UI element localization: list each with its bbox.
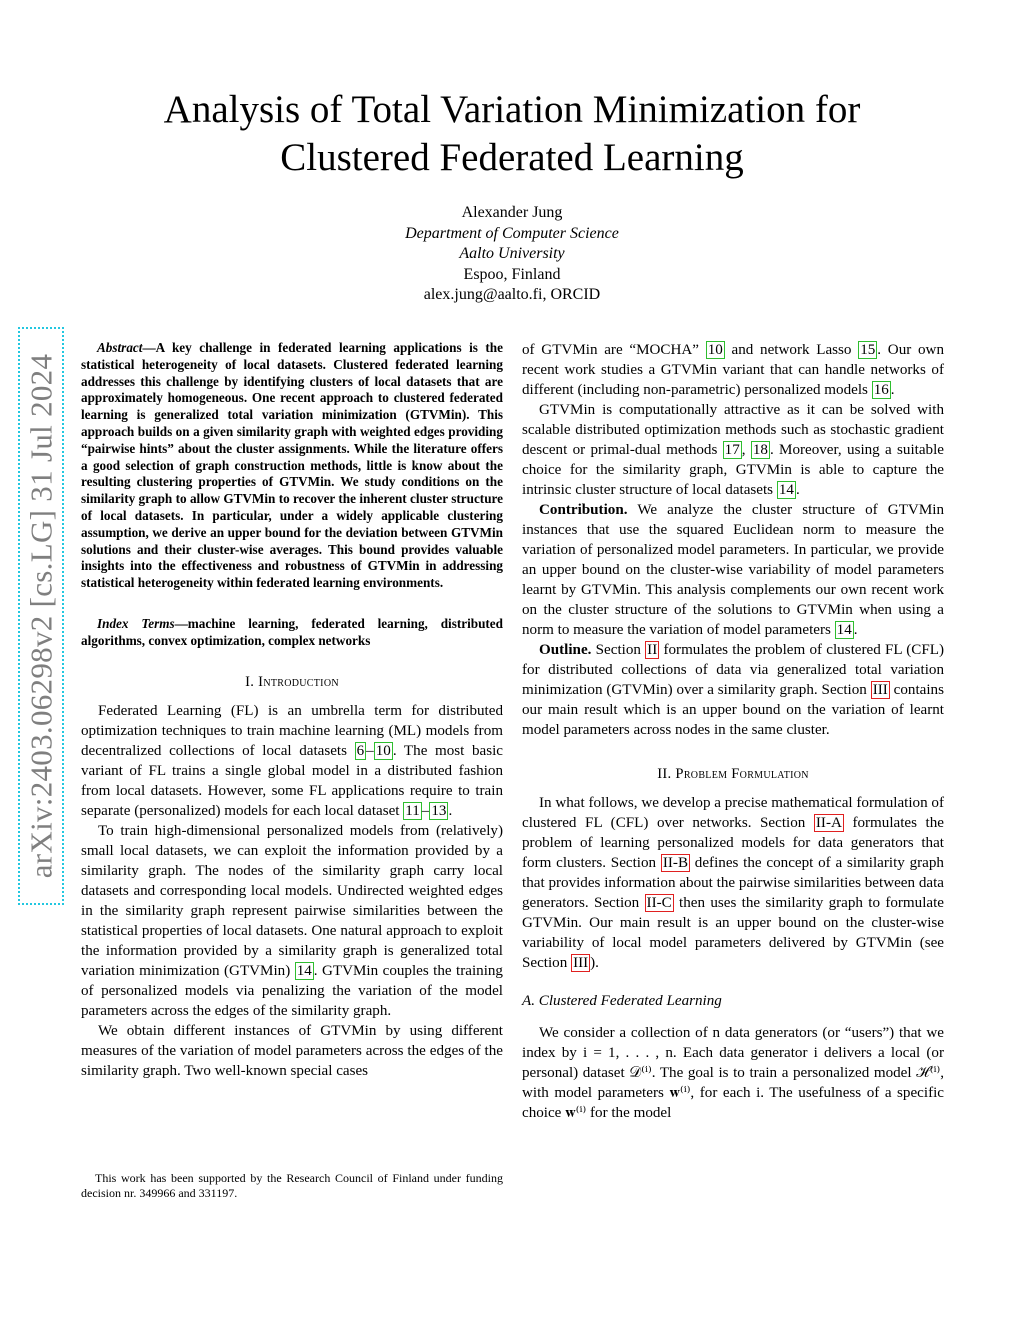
- section-heading-introduction: I. Introduction: [245, 673, 339, 690]
- intro-paragraph-5: GTVMin is computationally attractive as it can be solved with scalable distributed optimization methods such as stochastic gradient descent or primal-dual methods 17 , 18 . Moreover, using a suitable choice for the similarity graph, GTVMin is able to capture the intrinsic cluster structure of local datasets 14 .: [522, 402, 945, 498]
- intro-paragraph-2: To train high-dimensional personalized models from (relatively) small local datasets, we can exploit the information provided by a similarity graph. The nodes of the similarity graph carry local datasets and corresponding local models. Undirected weighted edges in the similarity graph represent pairwise similarities between the statistical properties of local datasets. One natural approach to exploit the information provided by a similarity graph is generalized total variation minimization (GTVMin) 14 . GTVMin couples the training of personalized models via penalizing the variation of the model parameters across the edges of the similarity graph.: [81, 822, 503, 1019]
- author-university: Aalto University: [459, 245, 565, 262]
- paper-title: [100, 86, 924, 182]
- citation-link[interactable]: 17: [724, 442, 740, 458]
- section-ref-link[interactable]: III: [872, 682, 888, 698]
- subsection-heading-clustered-fl: A. Clustered Federated Learning: [522, 993, 722, 1009]
- citation-link[interactable]: 16: [873, 382, 889, 398]
- intro-paragraph-3: We obtain different instances of GTVMin by using different measures of the variation of model parameters across the edges of the similarity graph. Two well-known special cases: [81, 1022, 503, 1079]
- index-terms-label: Index Terms: [97, 615, 175, 631]
- section-ref-link[interactable]: III: [573, 955, 589, 971]
- citation-link[interactable]: 11: [405, 802, 420, 819]
- index-terms-text: —machine learning, federated learning, distributed algorithms, convex optimization, complex networks: [81, 615, 503, 648]
- author-department: Department of Computer Science: [405, 224, 619, 242]
- intro-paragraph-1: Federated Learning (FL) is an umbrella term for distributed optimization techniques to train machine learning (ML) models from decentralized collections of local datasets 6 – 10 . The most basic variant of FL trains a single global model in a distributed fashion from local datasets. However, some FL applications require to train separate (personalized) models for each local dataset 11 – 13 .: [81, 702, 504, 819]
- citation-link[interactable]: 15: [860, 342, 876, 358]
- outline-run-in: Outline.: [539, 642, 592, 658]
- problem-paragraph-2: We consider a collection of n data generators (or “users”) that we index by i = 1, . . . , n. Each data generator i delivers a local (or personal) dataset 𝒟⁽ⁱ⁾. The goal is to train a personalized model ℋ⁽ⁱ⁾, with model parameters 𝐰⁽ⁱ⁾, for each i. The usefulness of a specific choice 𝐰⁽ⁱ⁾ for the model: [522, 1025, 944, 1121]
- citation-link[interactable]: 14: [778, 482, 794, 498]
- title-line-1: Analysis of Total Variation Minimization for: [163, 88, 861, 131]
- citation-link[interactable]: 10: [375, 742, 391, 759]
- section-ref-link[interactable]: II-B: [662, 855, 689, 871]
- citation-link[interactable]: 14: [836, 622, 852, 638]
- arxiv-stamp[interactable]: [18, 327, 64, 905]
- citation-link[interactable]: 13: [431, 802, 447, 819]
- title-line-2: Clustered Federated Learning: [280, 136, 744, 179]
- section-ref-link[interactable]: II-A: [815, 815, 842, 831]
- right-column: [522, 340, 944, 1123]
- arxiv-stamp-text: arXiv:2403.06298v2 [cs.LG] 31 Jul 2024: [23, 353, 59, 879]
- author-contact: alex.jung@aalto.fi, ORCID: [423, 286, 601, 303]
- section-ref-link[interactable]: II: [647, 642, 658, 658]
- section-heading-problem-formulation: II. Problem Formulation: [657, 766, 809, 782]
- problem-paragraph-1: In what follows, we develop a precise mathematical formulation of clustered FL (CFL) over networks. Section II-A formulates the problem of learning personalized models for data generators that form clusters. Section II-B defines the concept of a similarity graph that provides information about the pairwise similarities between data generators. Section II-C then uses the similarity graph to formulate GTVMin. Our main result is an upper bound on the cluster-wise variability of local model parameters delivered by GTVMin (see Section III ).: [522, 795, 944, 971]
- contribution-run-in: Contribution.: [539, 502, 628, 518]
- contribution-paragraph: Contribution. We analyze the cluster structure of GTVMin instances that use the squared Euclidean norm to measure the variation of personalized model parameters. In particular, we provide an upper bound on the cluster-wise variability of model parameters learnt by GTVMin. This analysis complements our own recent work on the cluster structure of the solutions to GTVMin when using a norm to measure the variation of model parameters 14 .: [522, 502, 944, 638]
- citation-link[interactable]: 18: [752, 442, 768, 458]
- index-terms: [81, 616, 503, 650]
- intro-paragraph-4: of GTVMin are “MOCHA” 10 and network Lasso 15 . Our own recent work studies a GTVMin variant that can handle networks of different (including non-parametric) personalized models 16 .: [522, 342, 945, 398]
- author-location: Espoo, Finland: [463, 265, 561, 283]
- abstract-label: Abstract: [97, 340, 143, 355]
- citation-link[interactable]: 10: [707, 342, 723, 358]
- section-ref-link[interactable]: II-C: [646, 895, 672, 911]
- citation-link[interactable]: 6: [356, 742, 365, 759]
- outline-paragraph: Outline. Section II formulates the problem of clustered FL (CFL) for distributed collections of data via generalized total variation minimization (GTVMin) over a similarity graph. Section III contains our main result which is an upper bound on the variation of learnt model parameters across nodes in the same cluster.: [522, 642, 944, 738]
- footnote: This work has been supported by the Research Council of Finland under funding decision nr. 349966 and 331197.: [81, 1171, 503, 1200]
- abstract: [81, 340, 503, 592]
- author-block: [262, 203, 762, 306]
- author-name: Alexander Jung: [461, 204, 563, 221]
- abstract-text: —A key challenge in federated learning applications is the statistical heterogeneity of local datasets. Clustered federated learning addresses this challenge by identifying clusters of local datasets that are approximately homogeneous. One recent approach to clustered federated learning is generalized total variation minimization (GTVMin). This approach builds on a given similarity graph with weighted edges providing “pairwise hints” about the cluster assignments. While the literature offers a good selection of graph construction methods, little is know about the resulting clustering properties of GTVMin. We study conditions on the similarity graph to allow GTVMin to recover the inherent cluster structure of local datasets. In particular, under a widely applicable clustering assumption, we derive an upper bound for the deviation between GTVMin solutions and their cluster-wise averages. This bound provides valuable insights into the effectiveness and robustness of GTVMin in addressing statistical heterogeneity within federated learning environments.: [81, 340, 503, 591]
- left-column: [81, 340, 503, 1081]
- citation-link[interactable]: 14: [296, 962, 312, 979]
